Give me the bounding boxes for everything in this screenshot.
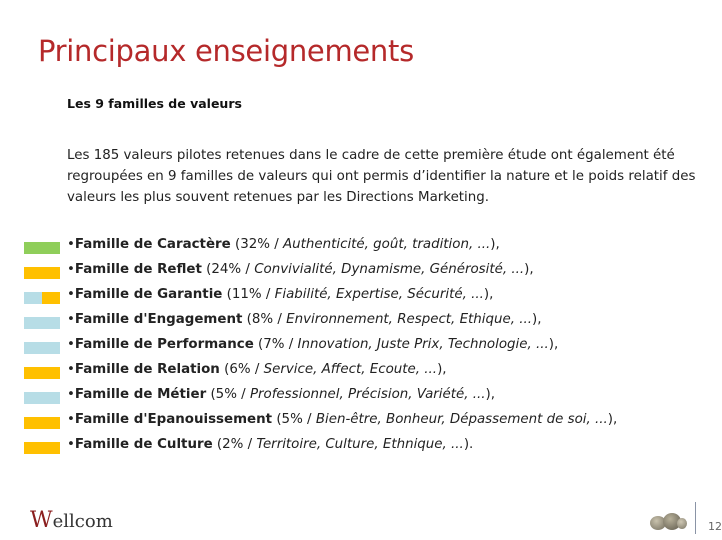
family-row — [0, 261, 720, 286]
family-color-swatch — [24, 392, 60, 404]
logo-wordmark: ellcom — [52, 511, 113, 532]
family-text — [67, 337, 558, 352]
bullet: • — [67, 312, 75, 327]
family-percent: (8% / — [242, 312, 287, 327]
family-text — [67, 237, 500, 252]
family-tail: ), — [483, 287, 494, 302]
family-examples: Professionnel, Précision, Variété, ... — [249, 387, 486, 402]
family-name: Famille de Performance — [74, 337, 254, 352]
family-row — [0, 311, 720, 336]
bullet: • — [67, 262, 75, 277]
family-tail: ), — [490, 237, 500, 252]
family-color-swatch — [24, 292, 60, 304]
family-text — [67, 312, 541, 327]
family-examples: Convivialité, Dynamisme, Générosité, ... — [254, 262, 525, 277]
pebbles-icon — [648, 510, 688, 532]
bullet: • — [67, 337, 75, 352]
family-row — [0, 386, 720, 411]
family-percent: (5% / — [206, 387, 250, 402]
family-percent: (6% / — [219, 362, 264, 377]
family-row — [0, 336, 720, 361]
family-name: Famille de Caractère — [74, 237, 231, 252]
family-percent: (7% / — [253, 337, 298, 352]
family-tail: ), — [532, 312, 542, 327]
family-tail: ), — [437, 362, 447, 377]
family-name: Famille de Relation — [74, 362, 220, 377]
family-name: Famille de Reflet — [74, 262, 202, 277]
family-color-swatch — [24, 267, 60, 279]
family-color-swatch — [24, 417, 60, 429]
family-name: Famille de Culture — [74, 437, 213, 452]
family-examples: Authenticité, goût, tradition, ... — [283, 237, 491, 252]
page-number: 12 — [708, 520, 722, 533]
family-color-swatch — [24, 342, 60, 354]
family-examples: Territoire, Culture, Ethnique, ... — [256, 437, 464, 452]
intro-paragraph: Les 185 valeurs pilotes retenues dans le cadre de cette première étude ont également été regroupées en 9 familles de valeurs qui ont permis d’identifier la nature et le poids relatif des valeurs les plus souvent retenues par les Directions Marketing. — [67, 148, 696, 205]
family-text — [67, 287, 493, 302]
family-row — [0, 236, 720, 261]
family-color-swatch — [24, 317, 60, 329]
family-text — [67, 412, 617, 427]
family-name: Famille de Métier — [74, 387, 207, 402]
section-subtitle: Les 9 familles de valeurs — [67, 96, 242, 111]
family-row — [0, 436, 720, 461]
family-color-swatch — [24, 367, 60, 379]
family-row — [0, 411, 720, 436]
family-text — [67, 387, 495, 402]
family-examples: Service, Affect, Ecoute, ... — [263, 362, 438, 377]
bullet: • — [67, 362, 75, 377]
family-name: Famille d'Epanouissement — [74, 412, 273, 427]
bullet: • — [67, 387, 75, 402]
family-row — [0, 361, 720, 386]
family-color-swatch — [24, 242, 60, 254]
bullet: • — [67, 237, 75, 252]
page-title: Principaux enseignements — [38, 34, 414, 68]
family-text — [67, 262, 534, 277]
family-name: Famille d'Engagement — [74, 312, 243, 327]
family-percent: (24% / — [201, 262, 255, 277]
family-tail: ), — [548, 337, 559, 352]
wellcom-logo — [30, 510, 113, 532]
family-examples: Innovation, Juste Prix, Technologie, ... — [297, 337, 549, 352]
family-text — [67, 437, 473, 452]
family-percent: (32% / — [230, 237, 283, 252]
family-examples: Environnement, Respect, Ethique, ... — [286, 312, 532, 327]
family-row — [0, 286, 720, 311]
family-tail: ), — [607, 412, 618, 427]
family-name: Famille de Garantie — [74, 287, 223, 302]
family-tail: ), — [524, 262, 534, 277]
family-examples: Fiabilité, Expertise, Sécurité, ... — [274, 287, 484, 302]
footer-divider — [695, 502, 696, 534]
bullet: • — [67, 412, 75, 427]
logo-initial: W — [30, 508, 53, 533]
family-tail: ). — [463, 437, 474, 452]
family-percent: (11% / — [222, 287, 275, 302]
family-percent: (5% / — [272, 412, 316, 427]
family-text — [67, 362, 447, 377]
bullet: • — [67, 437, 75, 452]
family-tail: ), — [485, 387, 495, 402]
family-color-swatch — [24, 442, 60, 454]
family-examples: Bien-être, Bonheur, Dépassement de soi, ... — [315, 412, 608, 427]
family-percent: (2% / — [212, 437, 257, 452]
bullet: • — [67, 287, 75, 302]
